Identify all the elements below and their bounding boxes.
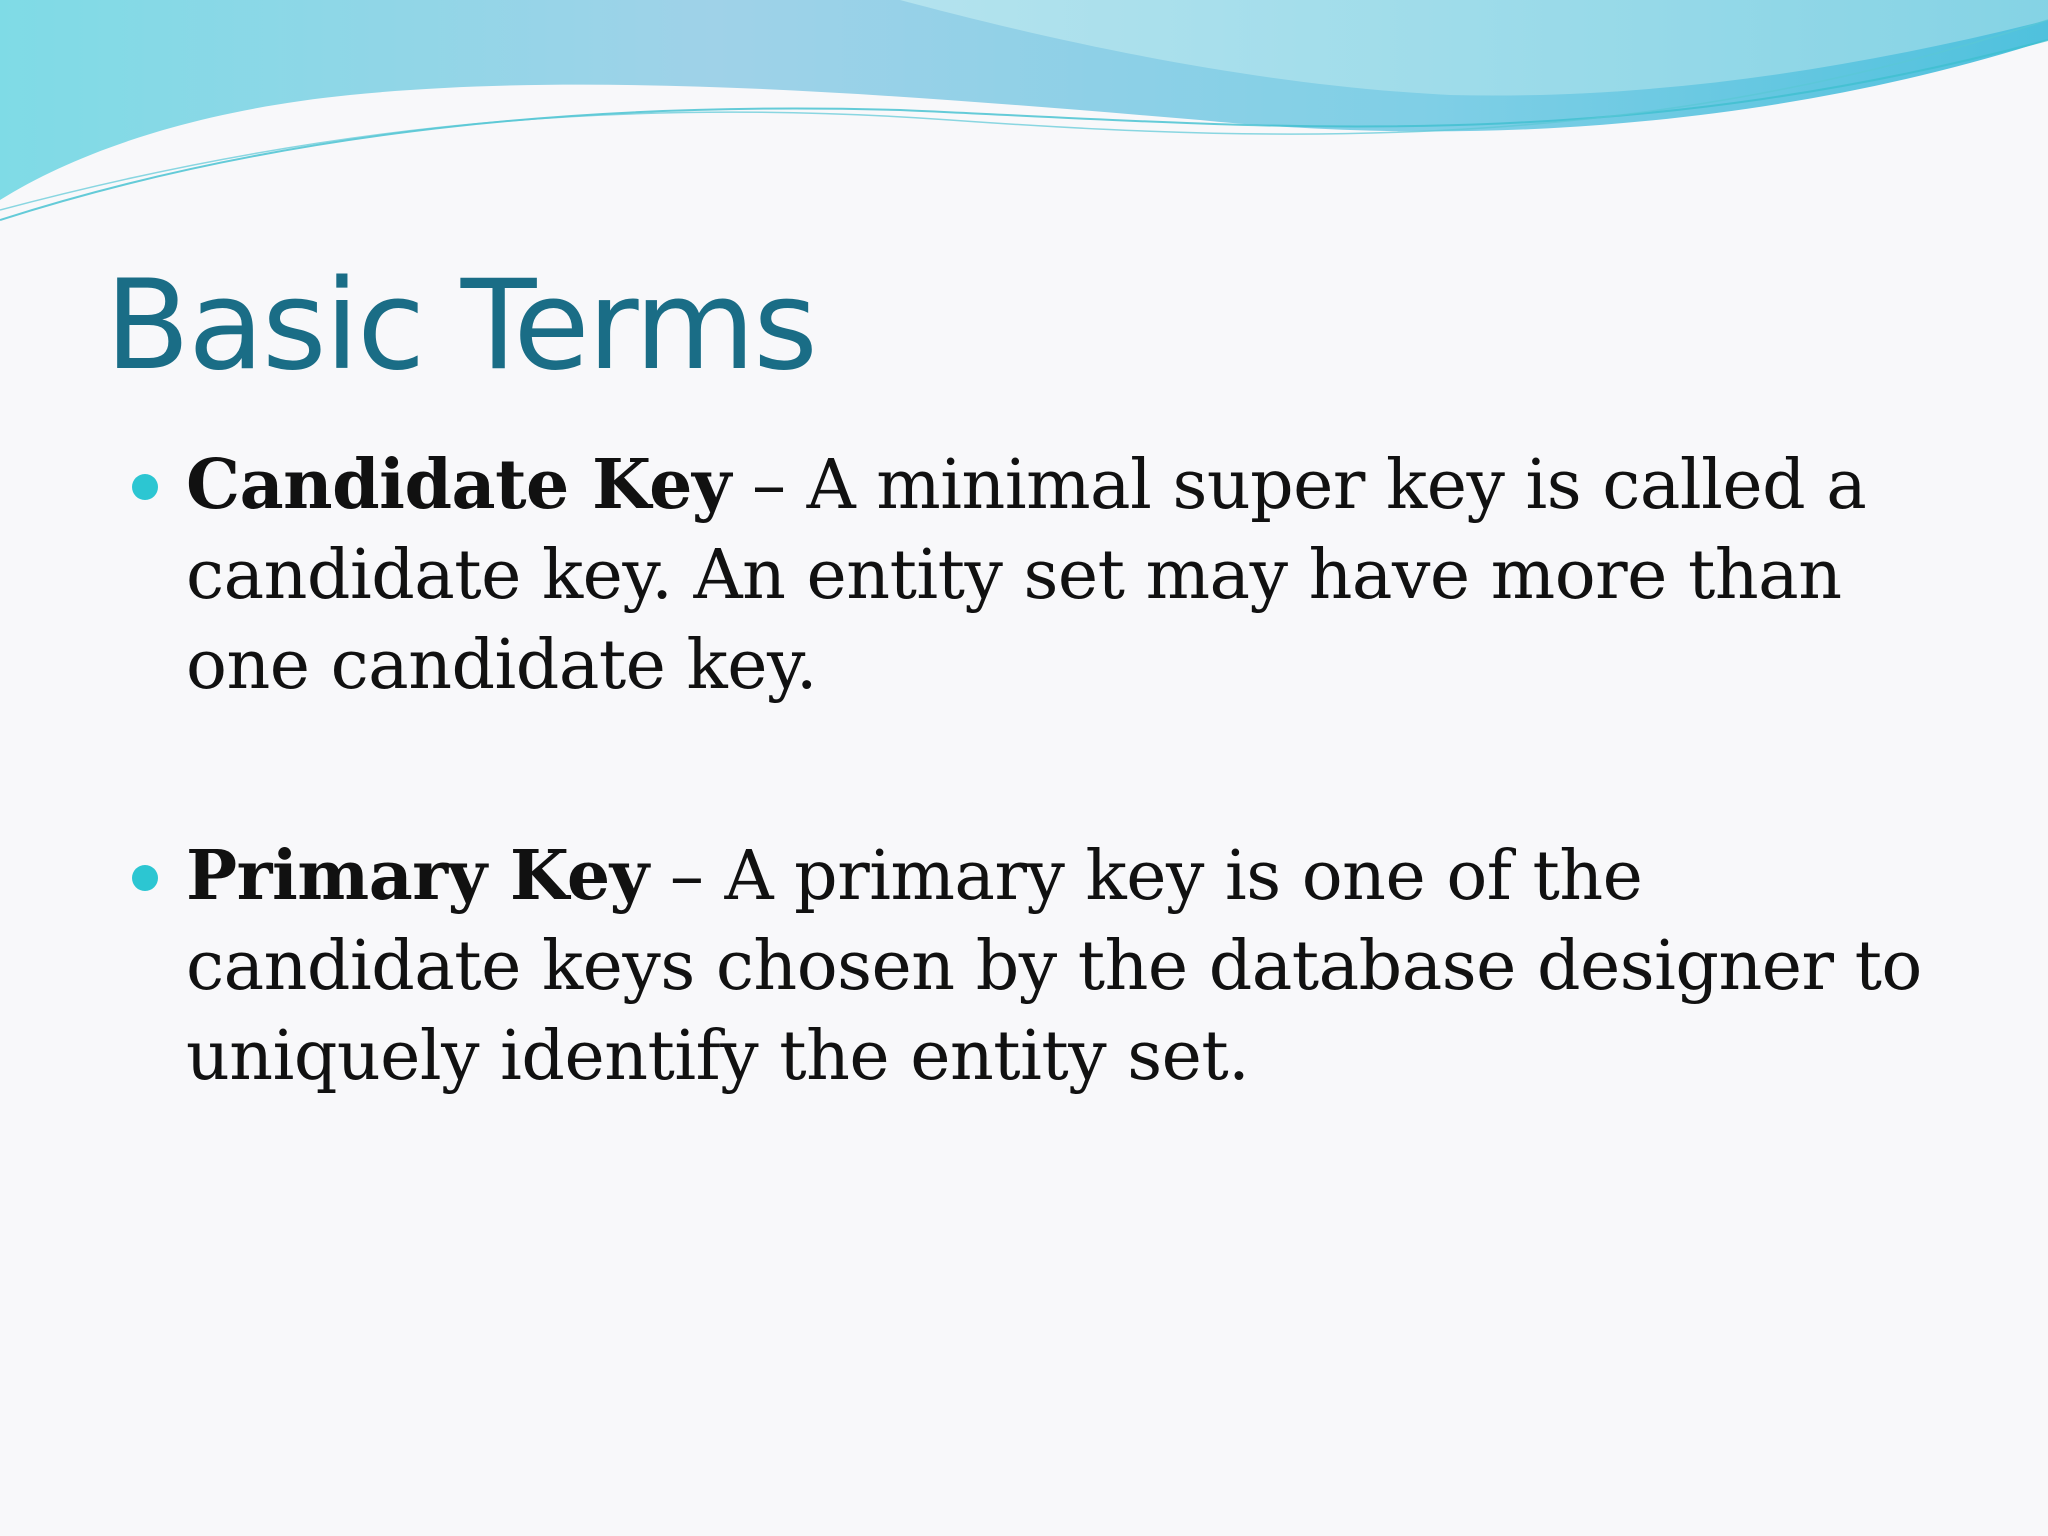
bullet-list [130,440,1930,1222]
term-separator: – [730,446,807,525]
term-label: Primary Key [186,836,649,916]
term-separator: – [648,837,725,916]
header-wave-decoration [0,0,2048,240]
bullet-dot-icon [132,865,158,891]
term-label: Candidate Key [186,445,731,525]
bullet-dot-icon [132,474,158,500]
bullet-item-candidate-key [130,440,1930,711]
term-definition: A primary key is one of the candidate keys chosen by the database designer to uniquely identify the entity set. [186,837,1922,1096]
bullet-item-primary-key [130,831,1930,1102]
term-definition: A minimal super key is called a candidate key. An entity set may have more than one candidate key. [186,446,1867,705]
slide-title: Basic Terms [105,254,816,398]
